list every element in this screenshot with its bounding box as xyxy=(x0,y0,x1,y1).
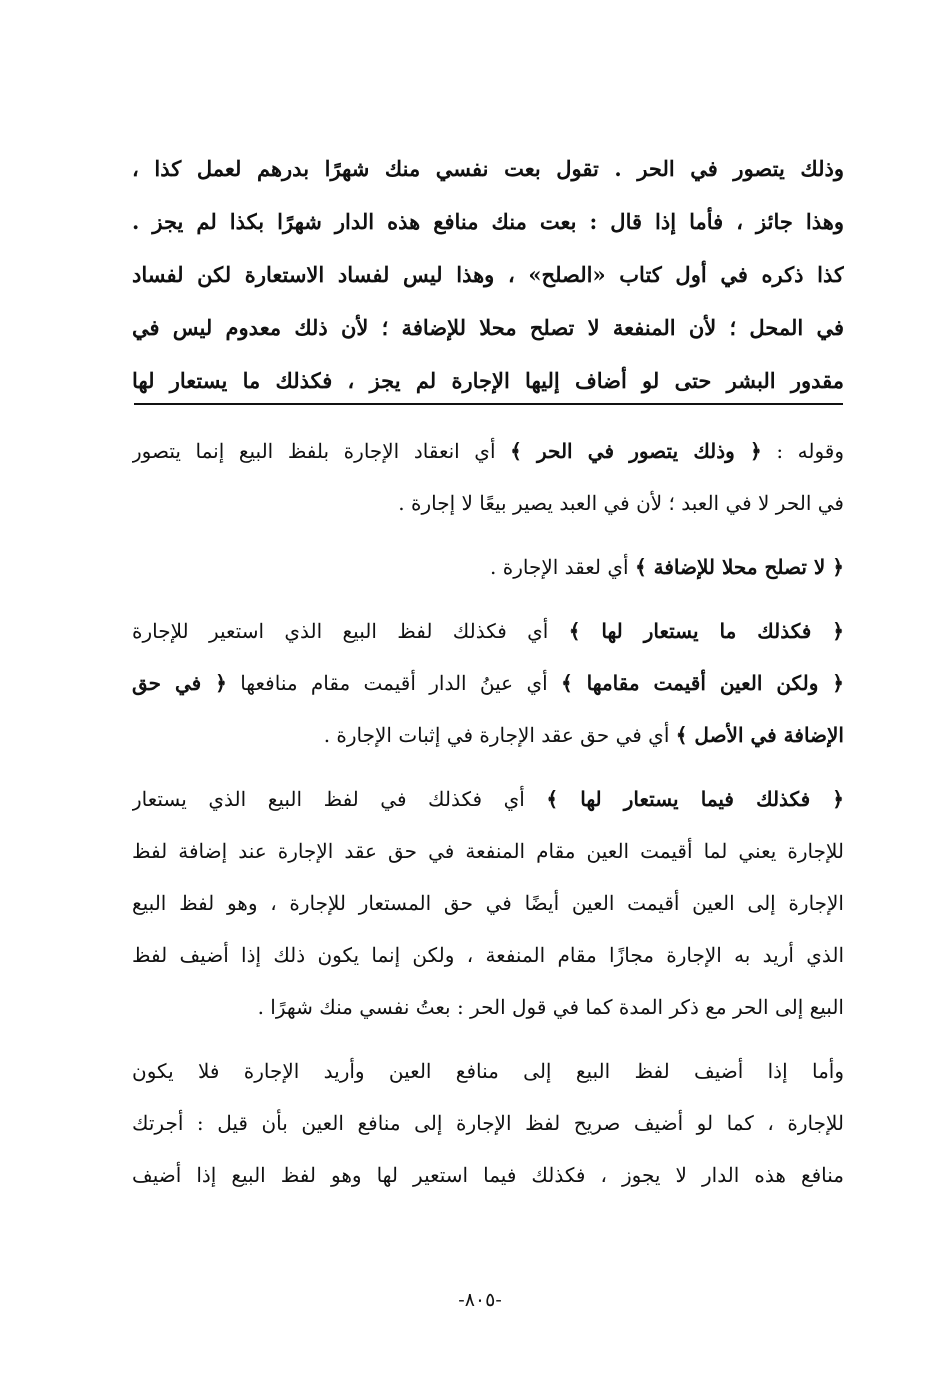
main-text-line: كذا ذكره في أول كتاب «الصلح» ، وهذا ليس لفساد الاستعارة لكن لفساد xyxy=(132,262,844,287)
explanation-text: أي في حق عقد الإجارة في إثبات الإجارة . xyxy=(323,723,676,747)
commentary-line xyxy=(132,541,844,593)
commentary xyxy=(132,425,844,1213)
main-text-line: مقدور البشر حتى لو أضاف إليها الإجارة لم يجز ، فكذلك ما يستعار لها xyxy=(132,368,844,393)
quoted-phrase: ﴿ لا تصلح محلا للإضافة ﴾ xyxy=(634,555,844,579)
commentary-line xyxy=(132,709,844,761)
explanation-text: أي انعقاد الإجارة بلفظ البيع إنما يتصور xyxy=(132,439,511,463)
commentary-line: للإجارة يعني لما أقيمت العين مقام المنفعة في حق عقد الإجارة عند إضافة لفظ xyxy=(132,839,844,863)
commentary-line: وأما إذا أضيف لفظ البيع إلى منافع العين وأريد الإجارة فلا يكون xyxy=(132,1059,844,1083)
commentary-line xyxy=(132,773,844,825)
commentary-line: البيع إلى الحر مع ذكر المدة كما في قول الحر : بعتُ نفسي منك شهرًا . xyxy=(257,995,844,1019)
commentary-line: في الحر لا في العبد ؛ لأن في العبد يصير بيعًا لا إجارة . xyxy=(398,491,844,515)
lead-text: وقوله : xyxy=(761,439,844,463)
commentary-paragraph xyxy=(132,1045,844,1201)
commentary-paragraph xyxy=(132,773,844,1033)
explanation-text: أي لعقد الإجارة . xyxy=(490,555,635,579)
commentary-line: الإجارة إلى العين أقيمت العين أيضًا في حق المستعار للإجارة ، وهو لفظ البيع xyxy=(132,891,844,915)
quoted-phrase: ﴿ في حق xyxy=(132,671,227,695)
quoted-phrase: الإضافة في الأصل ﴾ xyxy=(675,723,844,747)
commentary-paragraph xyxy=(132,605,844,761)
commentary-line xyxy=(132,605,844,657)
commentary-paragraph xyxy=(132,425,844,529)
quoted-phrase: ﴿ ولكن العين أقيمت مقامها ﴾ xyxy=(561,671,844,695)
commentary-line xyxy=(132,425,844,477)
quoted-phrase: ﴿ فكذلك ما يستعار لها ﴾ xyxy=(568,619,844,643)
main-text-line: وذلك يتصور في الحر . تقول بعت نفسي منك شهرًا بدرهم لعمل كذا ، xyxy=(132,156,844,181)
main-text xyxy=(132,142,844,407)
main-text-line: في المحل ؛ لأن المنفعة لا تصلح محلا للإضافة ؛ لأن ذلك معدوم ليس في xyxy=(132,315,844,340)
commentary-line: للإجارة ، كما لو أضيف صريح لفظ الإجارة إلى منافع العين بأن قيل : أجرتك xyxy=(132,1111,844,1135)
explanation-text: أي فكذلك في لفظ البيع الذي يستعار xyxy=(132,787,547,811)
commentary-paragraph xyxy=(132,541,844,593)
quoted-phrase: ﴿ وذلك يتصور في الحر ﴾ xyxy=(510,439,762,463)
separator-rule xyxy=(134,403,843,405)
page-number: -٨٠٥- xyxy=(458,1289,502,1311)
explanation-text: أي عينُ الدار أقيمت مقام منافعها xyxy=(226,671,561,695)
commentary-line xyxy=(132,657,844,709)
commentary-line: الذي أريد به الإجارة مجازًا مقام المنفعة ، ولكن إنما يكون ذلك إذا أضيف لفظ xyxy=(132,943,844,967)
commentary-line: منافع هذه الدار لا يجوز ، فكذلك فيما استعير لها وهو لفظ البيع إذا أضيف xyxy=(132,1163,844,1187)
explanation-text: أي فكذلك لفظ البيع الذي استعير للإجارة xyxy=(132,619,569,643)
main-text-line: وهذا جائز ، فأما إذا قال : بعت منك منافع هذه الدار شهرًا بكذا لم يجز . xyxy=(132,209,844,234)
quoted-phrase: ﴿ فكذلك فيما يستعار لها ﴾ xyxy=(546,787,844,811)
